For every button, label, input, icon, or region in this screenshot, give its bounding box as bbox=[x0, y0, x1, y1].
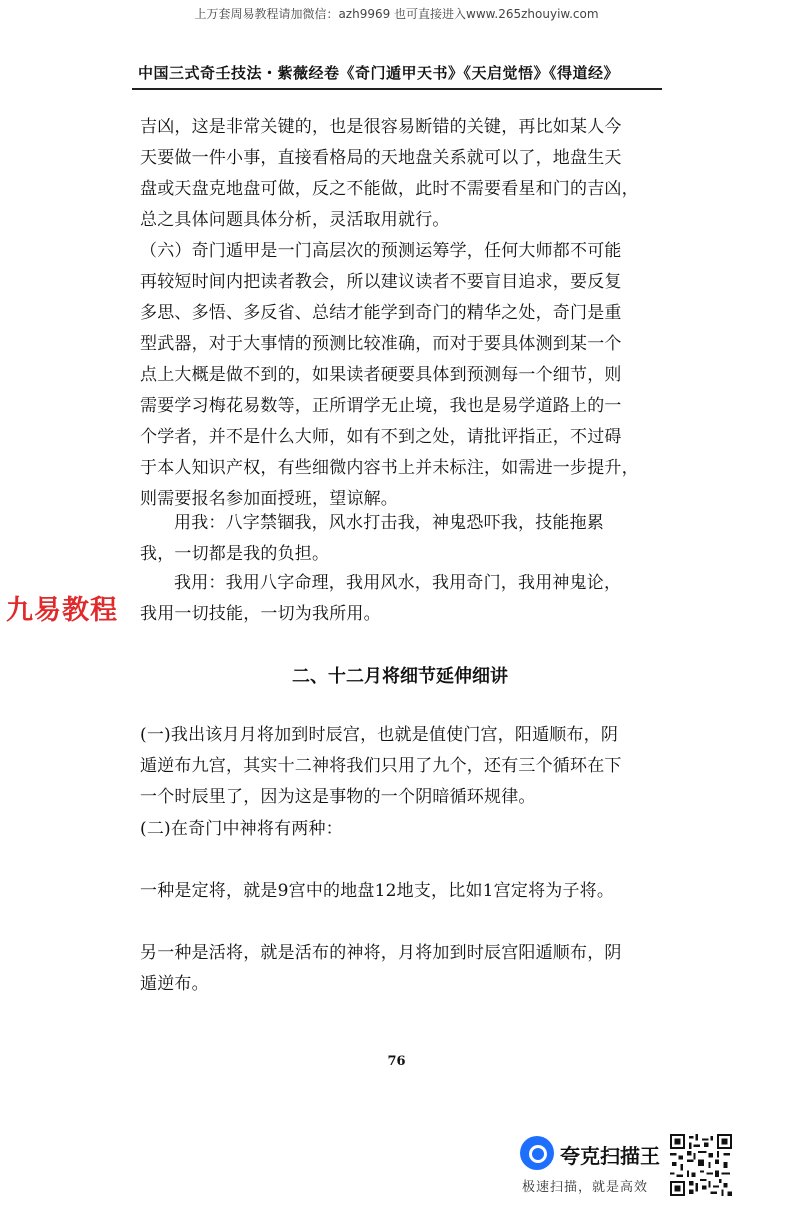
paragraph-5 bbox=[140, 720, 660, 813]
paragraph-1 bbox=[140, 112, 660, 236]
text-line: 则需要报名参加面授班，望谅解。 bbox=[140, 489, 398, 509]
text-line: 点上大概是做不到的，如果读者硬要具体到预测每一个细节，则 bbox=[140, 365, 622, 385]
text-line: 再较短时间内把读者教会，所以建议读者不要盲目追求，要反复 bbox=[140, 272, 622, 292]
text-line: 一个时辰里了，因为这是事物的一个阴暗循环规律。 bbox=[140, 787, 536, 807]
paragraph-2 bbox=[140, 236, 660, 515]
watermark-logo: 九易教程 bbox=[6, 595, 118, 626]
paragraph-6 bbox=[140, 814, 660, 845]
text-line: 用我：八字禁锢我，风水打击我，神鬼恐吓我，技能拖累 bbox=[174, 513, 604, 533]
text-line: (二)在奇门中神将有两种： bbox=[140, 819, 343, 839]
text-line: (一)我出该月月将加到时辰宫，也就是值使门宫，阳遁顺布，阴 bbox=[140, 725, 619, 745]
text-line: 我用一切技能，一切为我所用。 bbox=[140, 604, 381, 624]
text-line: 吉凶，这是非常关键的，也是很容易断错的关键，再比如某人今 bbox=[140, 117, 622, 137]
scanner-slogan: 极速扫描，就是高效 bbox=[522, 1180, 649, 1195]
text-line: 遁逆布九宫，其实十二神将我们只用了九个，还有三个循环在下 bbox=[140, 756, 622, 776]
text-line: 我用：我用八字命理，我用风水，我用奇门，我用神鬼论， bbox=[174, 573, 622, 593]
section-title: 二、十二月将细节延伸细讲 bbox=[292, 666, 508, 687]
qr-code-icon bbox=[670, 1134, 732, 1196]
paragraph-8 bbox=[140, 938, 660, 1000]
text-line: 需要学习梅花易数等，正所谓学无止境，我也是易学道路上的一 bbox=[140, 396, 622, 416]
page-number: 76 bbox=[387, 1054, 406, 1069]
header-divider bbox=[132, 88, 662, 90]
text-line: 我，一切都是我的负担。 bbox=[140, 544, 330, 564]
text-line: 型武器，对于大事情的预测比较准确，而对于要具体测到某一个 bbox=[140, 334, 622, 354]
text-line: 遁逆布。 bbox=[140, 974, 209, 994]
text-line: 一种是定将，就是9宫中的地盘12地支，比如1宫定将为子将。 bbox=[140, 881, 615, 901]
paragraph-3 bbox=[140, 508, 660, 570]
scanner-badge bbox=[520, 1136, 670, 1196]
text-line: 另一种是活将，就是活布的神将，月将加到时辰宫阳遁顺布，阴 bbox=[140, 943, 622, 963]
scanner-logo-icon bbox=[520, 1136, 554, 1170]
text-line: 盘或天盘克地盘可做，反之不能做，此时不需要看星和门的吉凶， bbox=[140, 179, 639, 199]
text-line: 总之具体问题具体分析，灵活取用就行。 bbox=[140, 210, 450, 230]
top-banner: 上万套周易教程请加微信：azh9969 也可直接进入www.265zhouyiw.com bbox=[194, 7, 599, 21]
paragraph-7 bbox=[140, 876, 660, 907]
paragraph-4 bbox=[140, 568, 660, 630]
text-line: 个学者，并不是什么大师，如有不到之处，请批评指正，不过碍 bbox=[140, 427, 622, 447]
running-header: 中国三式奇壬技法・紫薇经卷《奇门遁甲天书》《天启觉悟》《得道经》 bbox=[138, 64, 620, 82]
text-line: 多思、多悟、多反省、总结才能学到奇门的精华之处，奇门是重 bbox=[140, 303, 622, 323]
text-line: 天要做一件小事，直接看格局的天地盘关系就可以了，地盘生天 bbox=[140, 148, 622, 168]
text-line: 于本人知识产权，有些细微内容书上并未标注，如需进一步提升， bbox=[140, 458, 639, 478]
text-line: （六）奇门遁甲是一门高层次的预测运筹学，任何大师都不可能 bbox=[140, 241, 622, 261]
scanner-name: 夸克扫描王 bbox=[560, 1144, 660, 1168]
